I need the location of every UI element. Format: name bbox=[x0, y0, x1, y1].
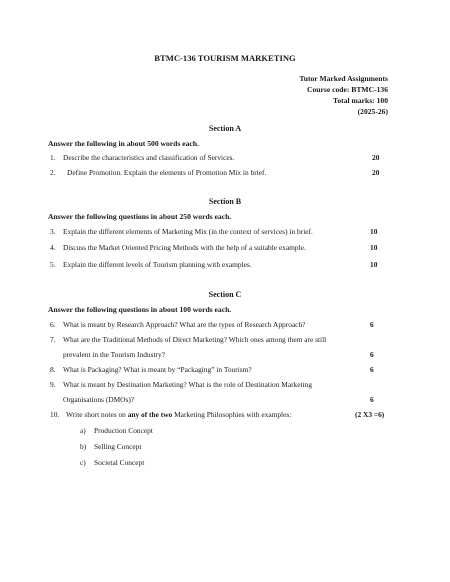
question-8-marks: 6 bbox=[370, 365, 374, 374]
question-number: 2. bbox=[50, 168, 56, 177]
question-6 bbox=[50, 320, 305, 329]
question-number: 5. bbox=[50, 260, 56, 269]
question-10 bbox=[50, 410, 291, 419]
question-text-start: Write short notes on bbox=[66, 410, 128, 419]
question-number: 10. bbox=[50, 410, 60, 419]
session-year: (2025-26) bbox=[357, 107, 388, 116]
question-3 bbox=[50, 227, 313, 236]
section-a-instruction: Answer the following in about 500 words each. bbox=[48, 139, 199, 148]
section-b-instruction: Answer the following questions in about 250 words each. bbox=[48, 212, 232, 221]
sub-item-label: b) bbox=[80, 442, 87, 451]
question-number: 4. bbox=[50, 243, 56, 252]
question-5-marks: 10 bbox=[370, 260, 378, 269]
sub-item-c bbox=[80, 458, 144, 467]
document-title: BTMC-136 TOURISM MARKETING bbox=[154, 53, 296, 63]
question-6-marks: 6 bbox=[370, 320, 374, 329]
question-number: 8. bbox=[50, 365, 56, 374]
question-text-emphasis: any of the two bbox=[127, 410, 173, 419]
question-text: Describe the characteristics and classification of Services. bbox=[63, 153, 235, 162]
question-number: 9. bbox=[50, 380, 56, 389]
assignment-type: Tutor Marked Assignments bbox=[299, 74, 388, 83]
sub-item-text: Selling Concept bbox=[94, 442, 142, 451]
sub-item-label: c) bbox=[80, 458, 86, 467]
question-number: 3. bbox=[50, 227, 56, 236]
question-text: What is meant by Research Approach? What are the types of Research Approach? bbox=[63, 320, 306, 329]
question-5 bbox=[50, 260, 252, 269]
sub-item-text: Production Concept bbox=[94, 426, 153, 435]
question-7-marks: 6 bbox=[370, 350, 374, 359]
question-1-marks: 20 bbox=[372, 153, 380, 162]
total-marks: Total marks: 100 bbox=[333, 96, 388, 105]
question-10-marks: (2 X3 =6) bbox=[355, 410, 385, 419]
question-text: What are the Traditional Methods of Direct Marketing? Which ones among them are still bbox=[63, 335, 327, 344]
question-7-continuation: prevalent in the Tourism Industry? bbox=[63, 350, 165, 359]
question-number: 6. bbox=[50, 320, 56, 329]
question-text-end: Marketing Philosophies with examples: bbox=[172, 410, 292, 419]
question-9 bbox=[50, 380, 312, 389]
section-c-title: Section C bbox=[208, 290, 242, 299]
question-7 bbox=[50, 335, 326, 344]
question-3-marks: 10 bbox=[370, 227, 378, 236]
question-9-continuation: Organisations (DMOs)? bbox=[63, 395, 135, 404]
course-code: Course code: BTMC-136 bbox=[307, 85, 388, 94]
question-text: What is meant by Destination Marketing? What is the role of Destination Marketing bbox=[63, 380, 313, 389]
question-text: Define Promotion. Explain the elements of Promotion Mix in brief. bbox=[67, 168, 267, 177]
sub-item-text: Societal Concept bbox=[94, 458, 145, 467]
question-text: Discuss the Market Oriented Pricing Methods with the help of a suitable example. bbox=[63, 243, 306, 252]
question-1 bbox=[50, 153, 234, 162]
question-number: 7. bbox=[50, 335, 56, 344]
section-c-instruction: Answer the following questions in about 100 words each. bbox=[48, 305, 232, 314]
question-2 bbox=[50, 168, 266, 177]
question-9-marks: 6 bbox=[370, 395, 374, 404]
question-4-marks: 10 bbox=[370, 243, 378, 252]
question-text: What is Packaging? What is meant by “Packaging” in Tourism? bbox=[63, 365, 252, 374]
section-b-title: Section B bbox=[208, 197, 242, 206]
question-number: 1. bbox=[50, 153, 56, 162]
sub-item-b bbox=[80, 442, 141, 451]
sub-item-a bbox=[80, 426, 153, 435]
sub-item-label: a) bbox=[80, 426, 86, 435]
question-4 bbox=[50, 243, 306, 252]
question-2-marks: 20 bbox=[372, 168, 380, 177]
question-8 bbox=[50, 365, 252, 374]
question-text: Explain the different levels of Tourism planning with examples. bbox=[63, 260, 252, 269]
question-text: Explain the different elements of Marketing Mix (in the context of services) in brief. bbox=[63, 227, 313, 236]
section-a-title: Section A bbox=[208, 124, 242, 133]
